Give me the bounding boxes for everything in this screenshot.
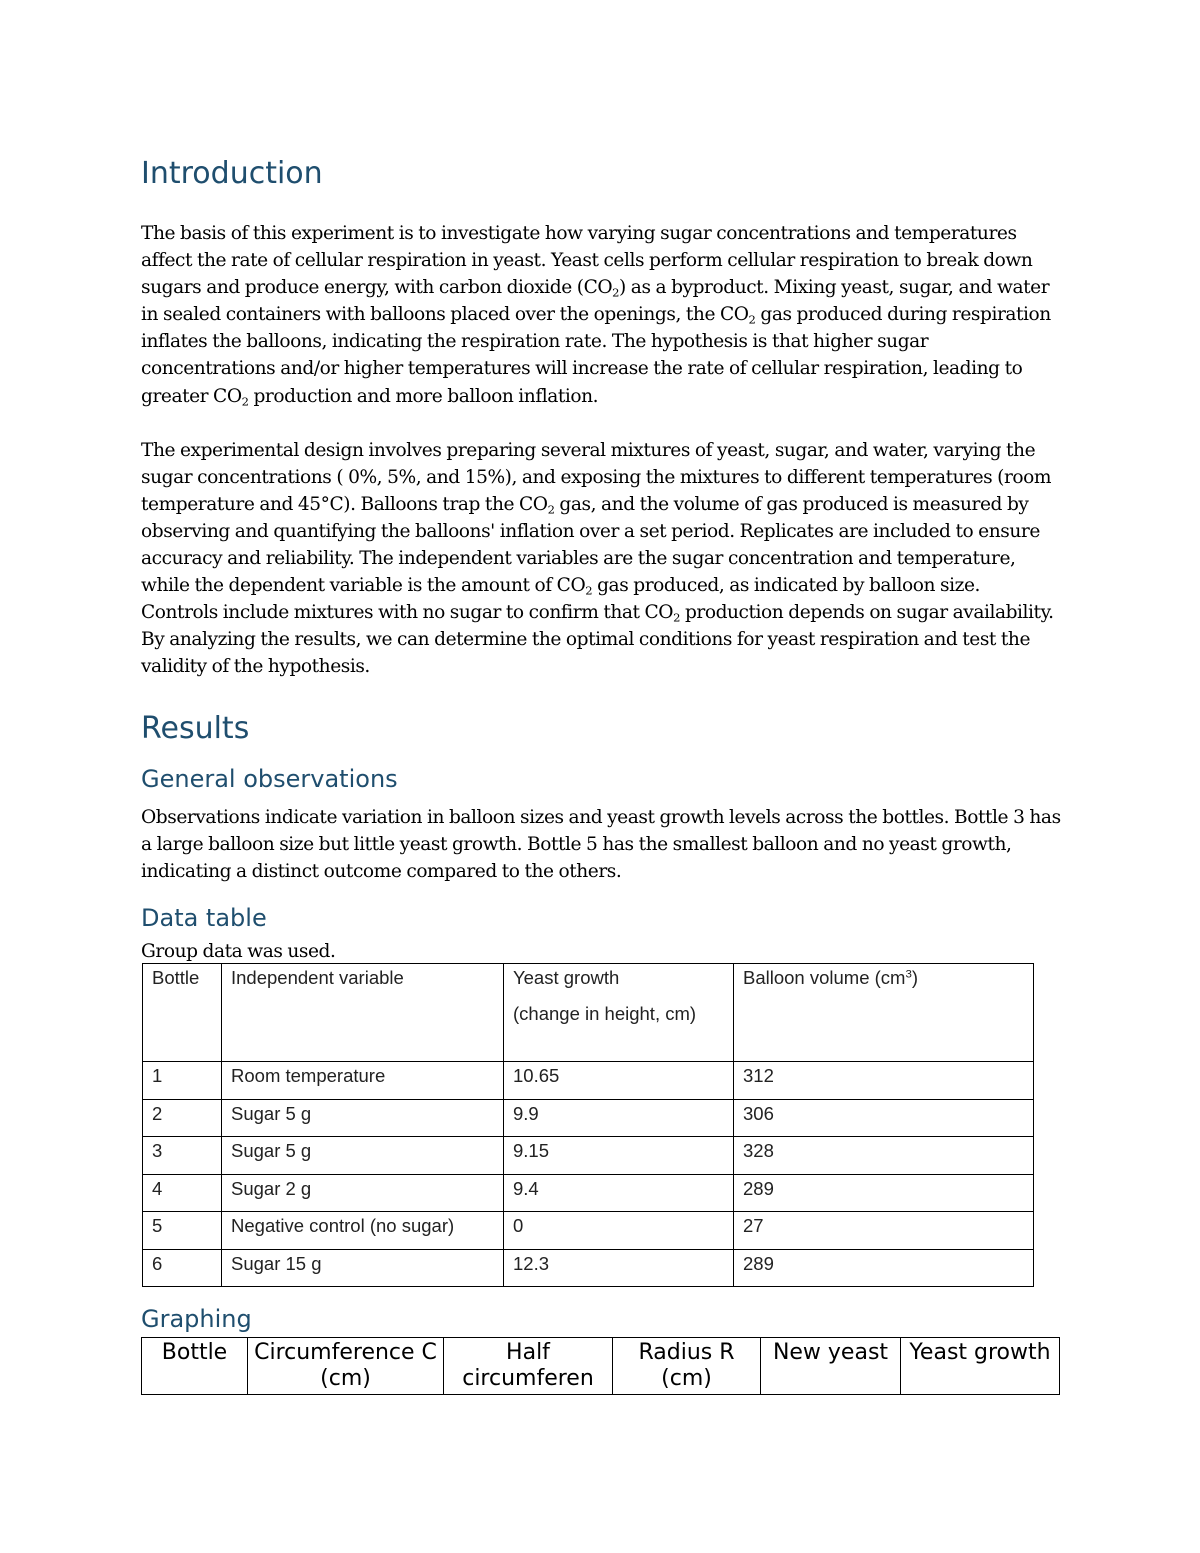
cell-yeast-growth: 10.65: [504, 1062, 734, 1100]
graphing-header-cell: Yeast growth: [901, 1338, 1060, 1395]
yeast-growth-header-line-1: Yeast growth: [513, 967, 620, 989]
cell-independent-variable: Sugar 15 g: [222, 1249, 504, 1287]
header-cell-yeast-growth: [504, 964, 734, 1062]
cell-yeast-growth: 9.9: [504, 1099, 734, 1137]
general-observations-heading: General observations: [141, 764, 398, 793]
cell-bottle: 4: [143, 1174, 222, 1212]
header-cell-bottle: Bottle: [143, 964, 222, 1062]
cell-yeast-growth: 9.4: [504, 1174, 734, 1212]
graphing-header-cell: Radius R (cm): [613, 1338, 761, 1395]
data-table: [142, 963, 1034, 1287]
data-table-caption: Group data was used.: [141, 941, 336, 963]
table-header-row: [143, 964, 1034, 1062]
introduction-paragraph-2: The experimental design involves preparing several mixtures of yeast, sugar, and water, varying the sugar concentrations ( 0%, 5%, and 15%), and exposing the mixtures to different temperatures (room temperature and 45°C). Balloons trap the $CO_2$ gas, and the volume of gas produced is measured by observing and quantifying the balloons' inflation over a set period. Replicates are included to ensure accuracy and reliability. The independent variables are the sugar concentration and temperature, while the dependent variable is the amount of $CO_2$ gas produced, as indicated by balloon size. Controls include mixtures with no sugar to confirm that $CO_2$ production depends on sugar availability. By analyzing the results, we can determine the optimal conditions for yeast respiration and test the validity of the hypothesis.: [141, 439, 1054, 678]
graphing-heading: Graphing: [141, 1305, 252, 1334]
table-row: [143, 1249, 1034, 1287]
introduction-heading: Introduction: [141, 156, 323, 191]
cell-independent-variable: Room temperature: [222, 1062, 504, 1100]
cell-balloon-volume: 312: [734, 1062, 1034, 1100]
table-row: [143, 1174, 1034, 1212]
table-row: [143, 1137, 1034, 1175]
cell-bottle: 6: [143, 1249, 222, 1287]
table-row: [143, 1212, 1034, 1250]
graphing-header-cell: Circumference C (cm): [248, 1338, 444, 1395]
cell-independent-variable: Sugar 2 g: [222, 1174, 504, 1212]
cell-balloon-volume: 328: [734, 1137, 1034, 1175]
cell-bottle: 2: [143, 1099, 222, 1137]
graphing-header-row: [142, 1338, 1060, 1395]
cell-yeast-growth: 12.3: [504, 1249, 734, 1287]
results-heading: Results: [141, 710, 250, 746]
table-row: [143, 1099, 1034, 1137]
cell-balloon-volume: 306: [734, 1099, 1034, 1137]
graphing-header-cell: Bottle: [142, 1338, 248, 1395]
graphing-table: [141, 1337, 1060, 1395]
table-row: [143, 1062, 1034, 1100]
graphing-header-cell: New yeast: [761, 1338, 901, 1395]
observations-paragraph: Observations indicate variation in balloon sizes and yeast growth levels across the bottles. Bottle 3 has a large balloon size but little yeast growth. Bottle 5 has the smallest balloon and no yeast growth, indicating a distinct outcome compared to the others.: [141, 807, 1061, 883]
introduction-paragraph-1: The basis of this experiment is to investigate how varying sugar concentrations and temperatures affect the rate of cellular respiration in yeast. Yeast cells perform cellular respiration to break down sugars and produce energy, with carbon dioxide $(CO_2)$ as a byproduct. Mixing yeast, sugar, and water in sealed containers with balloons placed over the openings, the $CO_2$ gas produced during respiration inflates the balloons, indicating the respiration rate. The hypothesis is that higher sugar concentrations and/or higher temperatures will increase the rate of cellular respiration, leading to greater $CO_2$ production and more balloon inflation.: [141, 223, 1051, 409]
graphing-header-cell: Half circumferen: [444, 1338, 613, 1395]
cell-balloon-volume: 289: [734, 1249, 1034, 1287]
cell-bottle: 5: [143, 1212, 222, 1250]
cell-independent-variable: Negative control (no sugar): [222, 1212, 504, 1250]
document-page: [141, 150, 1061, 1395]
cell-bottle: 3: [143, 1137, 222, 1175]
cell-yeast-growth: 0: [504, 1212, 734, 1250]
cell-independent-variable: Sugar 5 g: [222, 1137, 504, 1175]
cell-independent-variable: Sugar 5 g: [222, 1099, 504, 1137]
cell-yeast-growth: 9.15: [504, 1137, 734, 1175]
yeast-growth-header-line-2: (change in height, cm): [513, 1003, 697, 1025]
cell-bottle: 1: [143, 1062, 222, 1100]
header-cell-balloon-volume: Balloon volume $(cm^3)$: [734, 964, 1034, 1062]
header-cell-independent-variable: Independent variable: [222, 964, 504, 1062]
graphing-table-bottom-rule: [141, 1394, 1059, 1395]
data-table-heading: Data table: [141, 903, 267, 932]
cell-balloon-volume: 289: [734, 1174, 1034, 1212]
cell-balloon-volume: 27: [734, 1212, 1034, 1250]
graphing-table-wrapper: [141, 1337, 1061, 1395]
